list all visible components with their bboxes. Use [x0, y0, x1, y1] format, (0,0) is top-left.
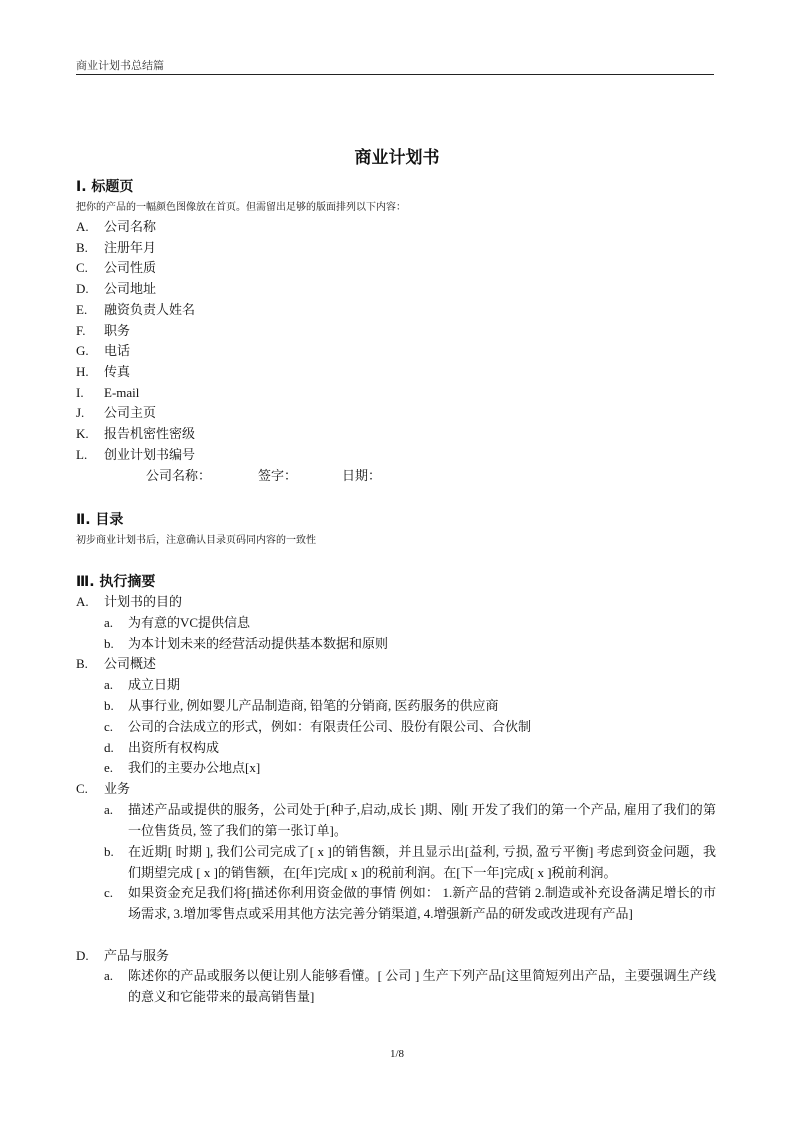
section-note: 把你的产品的一幅颜色图像放在首页。但需留出足够的版面排列以下内容：: [76, 202, 406, 213]
list-marker: B.: [76, 656, 88, 672]
list-text: 公司的合法成立的形式，例如：有限责任公司、股份有限公司、合伙制: [128, 718, 532, 734]
list-text: 在近期[ 时期 ], 我们公司完成了[ x ]的销售额，并且显示出[益利, 亏损, 盈亏平衡] 考虑到资金问题，我们期望完成 [ x ]的销售额，在[年]完成[ x ]的税前利润。在[下一年]完成[ x ]税前利润。: [128, 843, 716, 880]
signature-date-label: 日期：: [342, 468, 382, 483]
list-text: 公司概述: [104, 656, 157, 672]
list-text: 出资所有权构成: [128, 739, 220, 755]
signature-company-label: 公司名称：: [146, 468, 212, 483]
list-text: 我们的主要办公地点[x]: [128, 760, 261, 776]
list-marker: D.: [76, 947, 89, 963]
section-heading: Ⅲ. 执行摘要: [76, 574, 156, 590]
list-marker: a.: [104, 677, 114, 693]
list-marker: E.: [76, 301, 88, 317]
header-divider: [76, 74, 714, 75]
list-text: 描述产品或提供的服务，公司处于[种子,启动,成长 ]期、刚[ 开发了我们的第一个产品, 雇用了我们的第一位售货员, 签了我们的第一张订单]。: [128, 802, 716, 838]
list-text: 融资负责人姓名: [104, 301, 196, 317]
list-text: 公司性质: [104, 260, 157, 276]
list-marker: H.: [76, 363, 89, 379]
list-text: 为本计划未来的经营活动提供基本数据和原则: [128, 635, 389, 651]
list-text: 电话: [104, 343, 131, 359]
list-text: 产品与服务: [104, 947, 170, 963]
list-marker: d.: [104, 739, 114, 755]
list-text: 报告机密性密级: [104, 426, 196, 441]
running-header: 商业计划书总结篇: [76, 59, 164, 72]
list-marker: b.: [104, 843, 114, 859]
list-marker: a.: [104, 614, 114, 630]
list-marker: a.: [104, 802, 114, 817]
list-text: 从事行业, 例如婴儿产品制造商, 铅笔的分销商, 医药服务的供应商: [128, 698, 499, 713]
list-text: 为有意的VC提供信息: [128, 614, 251, 630]
list-text: 职务: [104, 322, 131, 338]
list-marker: I.: [76, 384, 84, 400]
list-marker: C.: [76, 781, 88, 797]
list-marker: e.: [104, 760, 114, 776]
section-heading: Ⅰ. 标题页: [76, 179, 134, 195]
document-title: 商业计划书: [354, 148, 440, 168]
list-text: 创业计划书编号: [104, 446, 196, 462]
page-number: 1/8: [389, 1048, 405, 1060]
list-text: 注册年月: [104, 239, 157, 255]
list-text: 传真: [104, 363, 131, 379]
list-text: 如果资金充足我们将[描述你利用资金做的事情 例如： 1.新产品的营销 2.制造或补充设备满足增长的市场需求, 3.增加零售点或采用其他方法完善分销渠道, 4.增强新产品的研发或改进现有产品]: [128, 885, 716, 922]
list-text: 计划书的目的: [104, 594, 183, 609]
section-note: 初步商业计划书后，注意确认目录页码同内容的一致性: [76, 535, 316, 546]
list-text: 公司名称: [104, 219, 157, 234]
list-text: 成立日期: [128, 677, 181, 693]
list-text: 业务: [104, 781, 131, 797]
list-marker: c.: [104, 885, 114, 901]
list-marker: B.: [76, 239, 88, 255]
list-marker: F.: [76, 322, 86, 338]
list-marker: c.: [104, 718, 114, 734]
list-marker: L.: [76, 446, 88, 462]
list-marker: a.: [104, 968, 114, 984]
list-marker: D.: [76, 281, 89, 297]
list-marker: A.: [76, 594, 89, 609]
list-marker: G.: [76, 343, 89, 359]
list-text: E-mail: [104, 384, 140, 400]
section-heading: Ⅱ. 目录: [76, 512, 124, 528]
list-marker: C.: [76, 260, 88, 276]
list-text: 公司主页: [104, 405, 157, 421]
list-marker: K.: [76, 426, 89, 441]
list-text: 陈述你的产品或服务以便让别人能够看懂。[ 公司 ] 生产下列产品[这里简短列出产品，主要强调生产线的意义和它能带来的最高销售量]: [128, 968, 716, 1005]
list-marker: J.: [76, 405, 85, 421]
signature-sign-label: 签字：: [258, 468, 298, 483]
list-marker: A.: [76, 219, 89, 234]
list-marker: b.: [104, 698, 114, 713]
list-text: 公司地址: [104, 281, 157, 297]
list-marker: b.: [104, 635, 114, 651]
